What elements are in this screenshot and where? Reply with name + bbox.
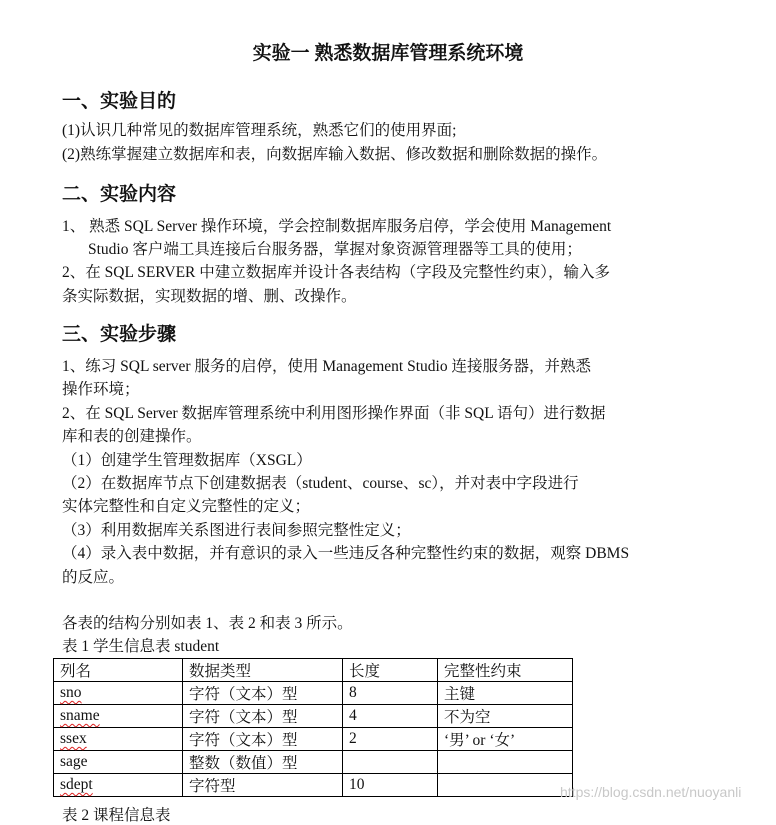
- constraint: 不为空: [438, 705, 573, 728]
- table-row: [54, 682, 573, 705]
- table-header-row: [54, 659, 573, 682]
- table1-caption: 表 1 学生信息表 student: [62, 638, 220, 655]
- header-cell: 完整性约束: [438, 659, 573, 682]
- data-type: 字符（文本）型: [183, 728, 343, 751]
- table-row: [54, 728, 573, 751]
- text-line: 库和表的创建操作。: [62, 428, 202, 445]
- text-line: 2、在 SQL SERVER 中建立数据库并设计各表结构（字段及完整性约束），输入多: [62, 264, 611, 281]
- constraint: [438, 751, 573, 774]
- length: 4: [343, 705, 438, 728]
- text-line: （3）利用数据库关系图进行表间参照完整性定义；: [62, 522, 411, 539]
- text-line: 1、 熟悉 SQL Server 操作环境，学会控制数据库服务启停，学会使用 Management: [62, 218, 612, 235]
- header-cell: 长度: [343, 659, 438, 682]
- column-name: sno: [60, 684, 82, 701]
- section-heading-purpose: 一、实验目的: [62, 91, 177, 112]
- student-table: [53, 658, 573, 797]
- length: 2: [343, 728, 438, 751]
- length: 8: [343, 682, 438, 705]
- column-name: sname: [60, 707, 100, 724]
- text-line: （1）创建学生管理数据库（XSGL）: [62, 452, 312, 469]
- watermark: https://blog.csdn.net/nuoyanli: [560, 784, 742, 800]
- column-name: sdept: [60, 776, 93, 793]
- text-line: (1)认识几种常见的数据库管理系统，熟悉它们的使用界面;: [62, 122, 457, 139]
- data-type: 字符（文本）型: [183, 705, 343, 728]
- table-row: [54, 705, 573, 728]
- constraint: ‘男’ or ‘女’: [438, 728, 573, 751]
- text-line: 条实际数据，实现数据的增、删、改操作。: [62, 288, 357, 305]
- table-row: [54, 751, 573, 774]
- data-type: 字符（文本）型: [183, 682, 343, 705]
- text-line: Studio 客户端工具连接后台服务器，掌握对象资源管理器等工具的使用；: [88, 241, 582, 258]
- table2-caption: 表 2 课程信息表: [62, 807, 171, 824]
- section-heading-steps: 三、实验步骤: [62, 324, 177, 345]
- data-type: 字符型: [183, 774, 343, 797]
- constraint: 主键: [438, 682, 573, 705]
- text-line: (2)熟练掌握建立数据库和表，向数据库输入数据、修改数据和删除数据的操作。: [62, 146, 608, 163]
- text-line: （2）在数据库节点下创建数据表（student、course、sc），并对表中字段进行: [62, 475, 579, 492]
- constraint: [438, 774, 573, 797]
- header-cell: 数据类型: [183, 659, 343, 682]
- table-row: [54, 774, 573, 797]
- length: 10: [343, 774, 438, 797]
- length: [343, 751, 438, 774]
- column-name: ssex: [60, 730, 87, 747]
- data-type: 整数（数值）型: [183, 751, 343, 774]
- text-line: （4）录入表中数据，并有意识的录入一些违反各种完整性约束的数据，观察 DBMS: [62, 545, 630, 562]
- header-cell: 列名: [54, 659, 183, 682]
- text-line: 的反应。: [62, 569, 125, 586]
- column-name: sage: [54, 751, 183, 774]
- document-title: 实验一 熟悉数据库管理系统环境: [252, 43, 524, 64]
- tables-intro: 各表的结构分别如表 1、表 2 和表 3 所示。: [62, 615, 353, 632]
- text-line: 实体完整性和自定义完整性的定义；: [62, 498, 311, 515]
- text-line: 操作环境；: [62, 381, 140, 398]
- section-heading-content: 二、实验内容: [62, 184, 177, 205]
- text-line: 2、在 SQL Server 数据库管理系统中利用图形操作界面（非 SQL 语句）进行数据: [62, 405, 606, 422]
- text-line: 1、练习 SQL server 服务的启停，使用 Management Studio 连接服务器，并熟悉: [62, 358, 591, 375]
